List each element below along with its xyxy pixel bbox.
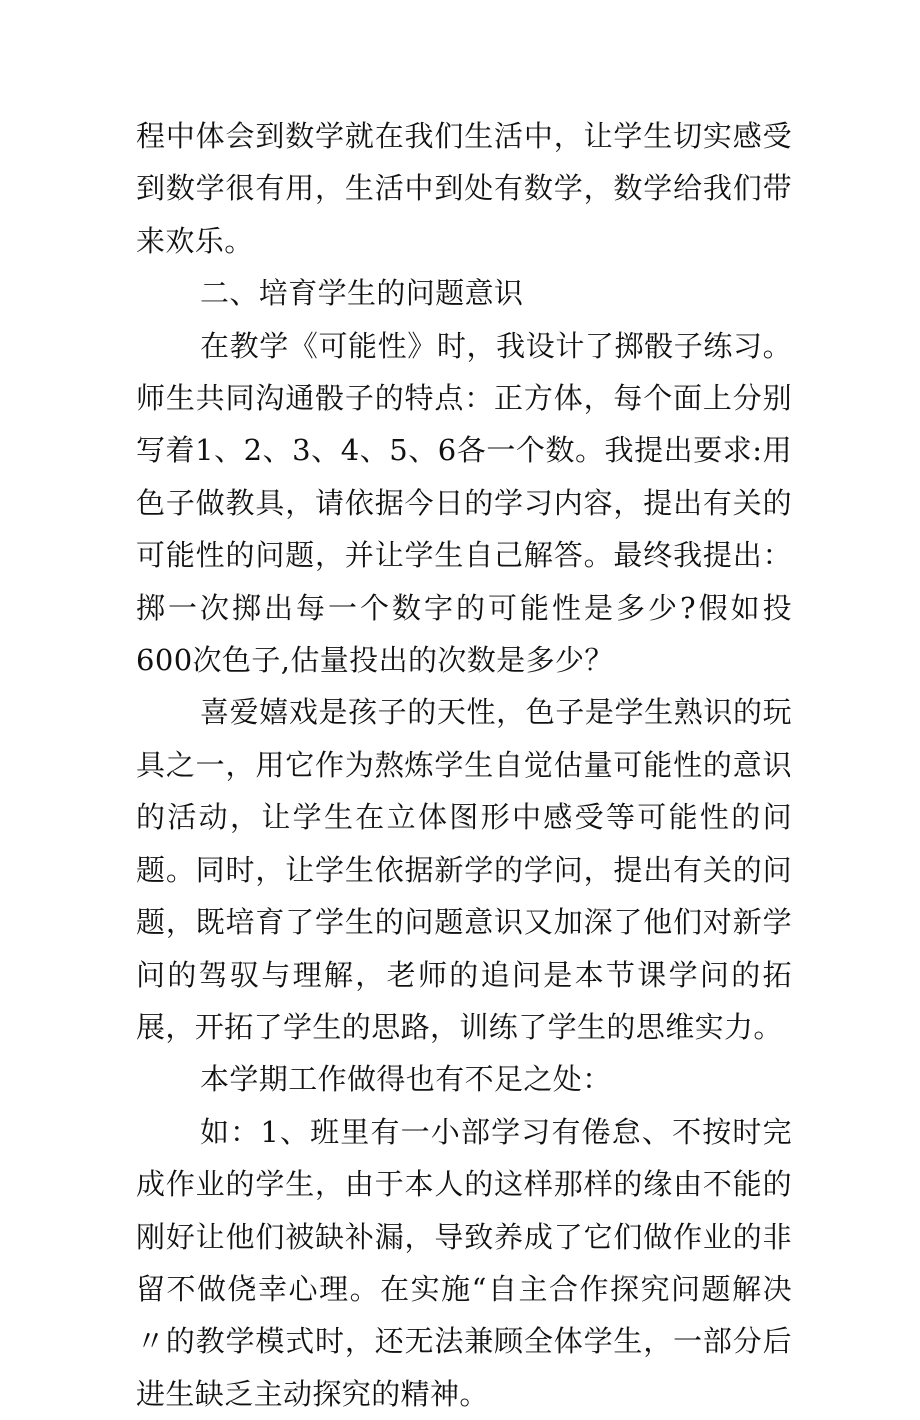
section-heading: 二、培育学生的问题意识 — [200, 276, 524, 311]
paragraph-game-reflection: 喜爱嬉戏是孩子的天性，色子是学生熟识的玩具之一，用它作为熬炼学生自觉估量可能性的意识的活动，让学生在立体图形中感受等可能性的问题。同时，让学生依据新学的学问，提出有关的问题，既培育了学生的问题意识又加深了他们对新学问的驾驭与理解，老师的追问是本节课学问的拓展，开拓了学生的思路，训练了学生的思维实力。 — [136, 695, 792, 1044]
paragraph-continuation: 程中体会到数学就在我们生活中，让学生切实感受到数学很有用，生活中到处有数学，数学给我们带来欢乐。 — [136, 119, 792, 258]
paragraph-shortcomings-intro: 本学期工作做得也有不足之处： — [200, 1062, 612, 1097]
document-body — [136, 110, 792, 1420]
paragraph-dice-exercise: 在教学《可能性》时，我设计了掷骰子练习。师生共同沟通骰子的特点：正方体，每个面上分别写着1、2、3、4、5、6各一个数。我提出要求:用色子做教具，请依据今日的学习内容，提出有关的可能性的问题，并让学生自己解答。最终我提出：掷一次掷出每一个数字的可能性是多少?假如投600次色子,估量投出的次数是多少？ — [136, 328, 792, 678]
paragraph-shortcomings-detail: 如：1、班里有一小部学习有倦怠、不按时完成作业的学生，由于本人的这样那样的缘由不能的刚好让他们被缺补漏，导致养成了它们做作业的非留不做侥幸心理。在实施“自主合作探究问题解决〃的教学模式时，还无法兼顾全体学生，一部分后进生缺乏主动探究的精神。 — [136, 1114, 792, 1411]
